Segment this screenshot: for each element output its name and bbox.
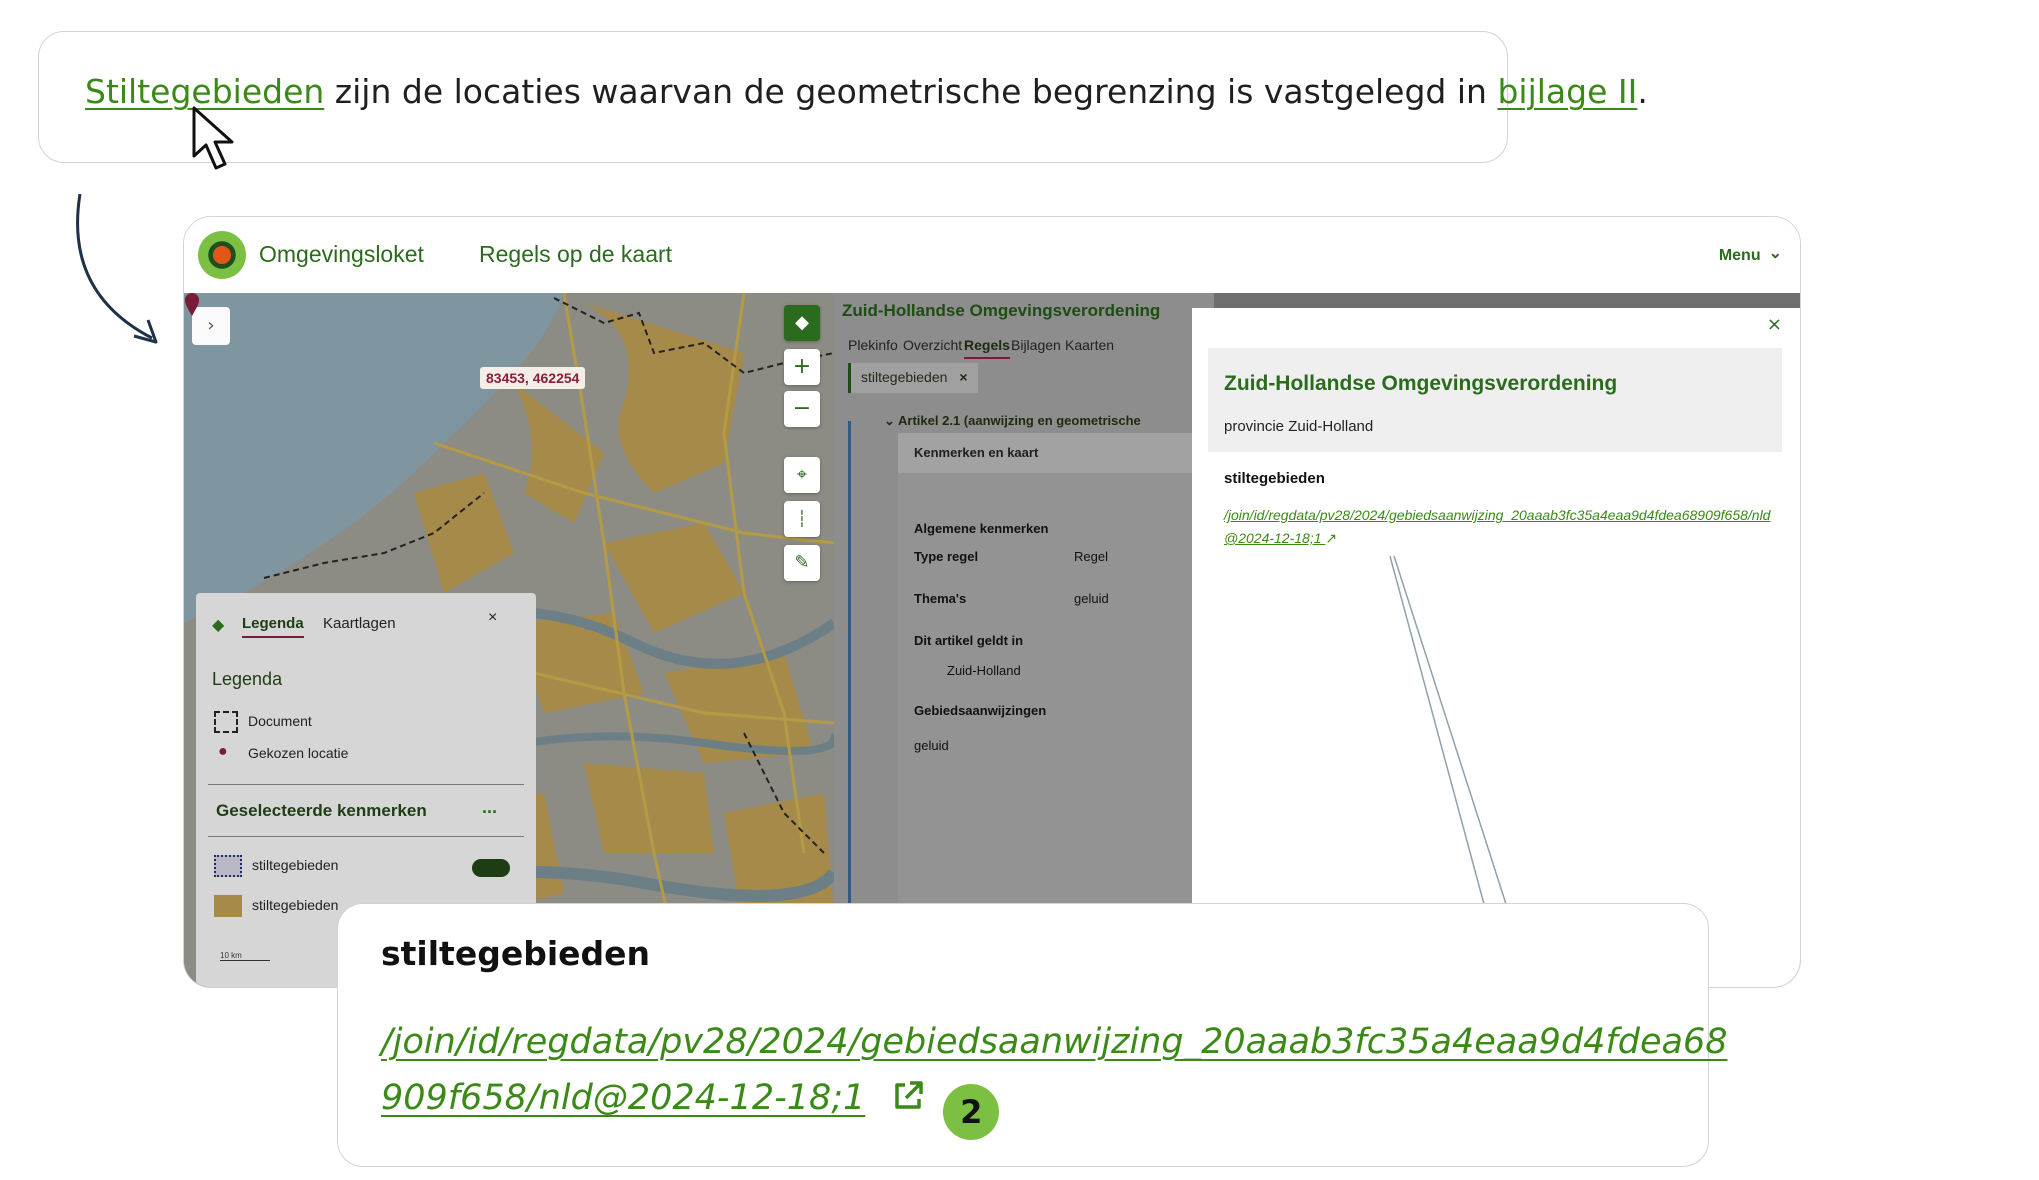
external-link-icon[interactable]: ↗ (1325, 530, 1338, 546)
legend-item: Gekozen locatie (248, 745, 349, 761)
general-characteristics-label: Algemene kenmerken (914, 521, 1049, 536)
curved-arrow-icon (60, 186, 170, 356)
external-link-icon[interactable] (891, 1079, 925, 1113)
layer-toggle[interactable] (472, 859, 510, 877)
article-heading[interactable] (884, 413, 1141, 429)
menu-button[interactable] (1719, 245, 1782, 265)
divider (208, 784, 524, 785)
tab-kaarten[interactable]: Kaarten (1065, 337, 1115, 353)
legend-item: Document (248, 713, 312, 729)
definition-callout (38, 31, 1648, 163)
document-title: Zuid-Hollandse Omgevingsverordening (842, 301, 1161, 320)
divider (208, 836, 524, 837)
row-value: geluid (1074, 591, 1109, 606)
omgevingsloket-logo-icon[interactable] (198, 231, 246, 279)
zoomed-identifier-link[interactable] (381, 1014, 1728, 1140)
app-name[interactable]: Omgevingsloket (259, 241, 424, 267)
section-title[interactable]: Regels op de kaart (479, 241, 673, 267)
measure-icon[interactable]: ┆ (784, 501, 820, 537)
locate-icon[interactable]: ⌖ (784, 457, 820, 493)
kenmerken-section-header[interactable]: Kenmerken en kaart (898, 433, 1214, 473)
zoom-label: stiltegebieden (381, 934, 651, 973)
zoom-out-icon[interactable]: − (784, 391, 820, 427)
zoom-connector (1380, 556, 1530, 916)
stiltegebieden-boundary-icon (214, 855, 242, 877)
legend-heading: Legenda (212, 669, 283, 689)
definition-sentence (85, 72, 1648, 111)
layers-icon: ◆ (212, 617, 225, 634)
detail-title: Zuid-Hollandse Omgevingsverordening (1224, 372, 1618, 395)
close-icon[interactable]: × (488, 609, 498, 626)
tab-plekinfo[interactable]: Plekinfo (848, 337, 898, 353)
filter-chip-label: stiltegebieden (861, 369, 948, 385)
stiltegebieden-area-icon (214, 895, 242, 917)
selected-item: stiltegebieden (252, 857, 339, 873)
document-panel (834, 293, 1214, 988)
menu-label: Menu (1718, 247, 1761, 264)
step-number-badge: 2 (943, 1084, 999, 1140)
link-line-1[interactable]: /join/id/regdata/pv28/2024/gebiedsaanwijzing_20aaab3fc35a4eaa9d4fdea68 (381, 1022, 1728, 1062)
chevron-down-icon: ⌄ (884, 413, 899, 428)
row-label: Dit artikel geldt in (914, 633, 1024, 648)
app-header (184, 217, 1800, 293)
filter-chip[interactable] (848, 363, 978, 393)
applies-in-value: Zuid-Holland (947, 663, 1021, 678)
tab-bijlagen[interactable]: Bijlagen (1011, 337, 1061, 353)
selected-features-heading: Geselecteerde kenmerken (216, 801, 427, 820)
detail-header (1208, 348, 1782, 452)
detail-label: stiltegebieden (1224, 470, 1325, 487)
expand-panel-button[interactable]: › (192, 307, 230, 345)
chevron-down-icon: ⌄ (1768, 245, 1782, 262)
mouse-cursor-icon (190, 106, 248, 176)
sentence-text: zijn de locaties waarvan de geometrische begrenzing is vastgelegd in (324, 72, 1498, 111)
bijlage-link[interactable]: bijlage II (1497, 72, 1638, 111)
row-label: Type regel (914, 549, 979, 564)
selected-item: stiltegebieden (252, 897, 339, 913)
remove-filter-icon[interactable]: × (959, 369, 968, 385)
coordinate-readout: 83453, 462254 (480, 367, 585, 389)
location-pin-icon: ● (218, 743, 228, 760)
zoom-in-icon[interactable]: + (784, 349, 820, 385)
more-options-button[interactable]: ... (482, 797, 498, 817)
scale-bar: 10 km (220, 951, 270, 961)
tab-overzicht[interactable]: Overzicht (903, 337, 963, 353)
sentence-end: . (1637, 72, 1648, 111)
identifier-link[interactable] (1224, 504, 1784, 550)
zoom-callout (337, 903, 1728, 1167)
close-icon[interactable]: × (1766, 314, 1782, 335)
row-value: Regel (1074, 549, 1108, 564)
designations-label: Gebiedsaanwijzingen (914, 703, 1047, 718)
document-boundary-icon (214, 711, 238, 733)
location-pin-icon (184, 293, 200, 317)
map-view[interactable] (184, 293, 834, 988)
tab-regels[interactable]: Regels (964, 337, 1010, 359)
link-line-2[interactable]: 909f658/nld@2024-12-18;1 (381, 1078, 866, 1118)
article-title: Artikel 2.1 (aanwijzing en geometrische (898, 413, 1141, 428)
tab-kaartlagen[interactable]: Kaartlagen (323, 615, 396, 632)
tab-legenda[interactable]: Legenda (242, 615, 304, 638)
layers-icon[interactable]: ◆ (784, 305, 820, 341)
detail-subtitle: provincie Zuid-Holland (1224, 418, 1374, 435)
app-body (184, 293, 1800, 987)
row-label: Thema's (914, 591, 967, 606)
stiltegebieden-link[interactable]: Stiltegebieden (85, 72, 325, 111)
identifier-link-text: /join/id/regdata/pv28/2024/gebiedsaanwijzing_20aaab3fc35a4eaa9d4fdea68909f658/nld@2024-12-18;1 (1224, 507, 1771, 546)
draw-icon[interactable]: ✎ (784, 545, 820, 581)
designation-value: geluid (914, 738, 949, 753)
omgevingsloket-window (183, 216, 1801, 988)
